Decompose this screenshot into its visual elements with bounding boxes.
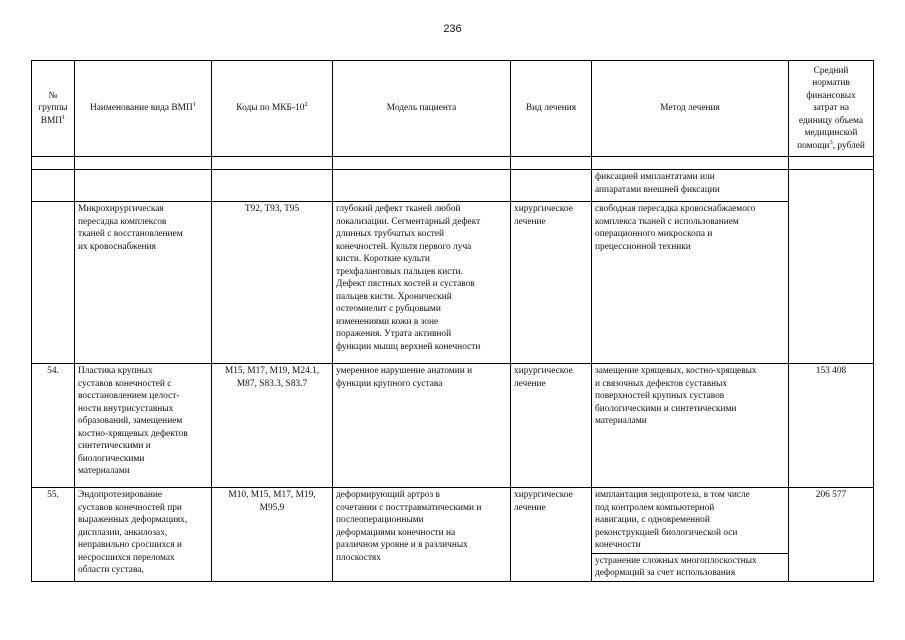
header-patient-model: Модель пациента xyxy=(333,61,511,157)
blank-cell xyxy=(592,157,789,170)
method-implantation: имплантация эндопротеза, в том числе под контролем компьютерной навигации, с одновременной реконструкцией биологической оси конечности xyxy=(595,490,750,550)
cell-treatment-type: хирургическое лечение xyxy=(511,202,592,364)
cell-average-cost: 153 408 xyxy=(789,364,874,488)
cell-patient-model: глубокий дефект тканей любой локализации. Сегментарный дефект длинных трубчатых костей конечностей. Культя первого луча кисти. Короткие культи трехфаланговых пальцев кисти. Дефект пястных костей и суставов пальцев кисти. Хронический остеомиелит с рубцовыми изменениями кожи в зоне поражения. Утрата активной функции мышц верхней конечности xyxy=(333,202,511,364)
cell-icd-codes xyxy=(212,170,333,202)
method-deformity-correction: устранение сложных многоплоскостных деформаций за счет использования xyxy=(592,553,788,581)
blank-cell xyxy=(789,157,874,170)
cell-icd-codes: T92, T93, T95 xyxy=(212,202,333,364)
header-average-cost: Средний норматив финансовых затрат на единицу объема медицинской помощи$^3$, рублей xyxy=(789,61,874,157)
cell-type-name: Микрохирургическая пересадка комплексов тканей с восстановлением их кровоснабжения xyxy=(75,202,212,364)
cell-group-number: 55. xyxy=(32,488,75,582)
header-treatment-type: Вид лечения xyxy=(511,61,592,157)
table-row-continuation xyxy=(32,170,874,202)
cell-group-number: 54. xyxy=(32,364,75,488)
cell-patient-model: умеренное нарушение анатомии и функции крупного сустава xyxy=(333,364,511,488)
header-treatment-method: Метод лечения xyxy=(592,61,789,157)
vmp-table xyxy=(31,60,874,582)
header-group-number: № группы ВМП$^1$ xyxy=(32,61,75,157)
blank-cell xyxy=(511,157,592,170)
blank-cell xyxy=(32,157,75,170)
header-type-name: Наименование вида ВМП$^1$ xyxy=(75,61,212,157)
cell-group-number xyxy=(32,170,75,202)
table-row-microsurgery xyxy=(32,202,874,364)
cell-icd-codes: M15, M17, M19, M24.1, M87, S83.3, S83.7 xyxy=(212,364,333,488)
table-row-54 xyxy=(32,364,874,488)
cell-icd-codes: M10, M15, M17, M19, M95.9 xyxy=(212,488,333,582)
cell-patient-model: деформирующий артроз в сочетании с посттравматическими и послеоперационными деформациями конечности на различном уровне и в различных плоскостях xyxy=(333,488,511,582)
cell-treatment-method: свободная пересадка кровоснабжаемого комплекса тканей с использованием операционного микроскопа и прецессионной техники xyxy=(592,202,789,364)
cell-treatment-type xyxy=(511,170,592,202)
cell-treatment-method xyxy=(592,488,789,582)
cell-treatment-type: хирургическое лечение xyxy=(511,364,592,488)
blank-cell xyxy=(333,157,511,170)
cell-patient-model xyxy=(333,170,511,202)
cell-treatment-method: фиксацией имплантатами или аппаратами внешней фиксации xyxy=(592,170,789,202)
page-number: 236 xyxy=(443,23,462,35)
cell-group-number xyxy=(32,202,75,364)
blank-row xyxy=(32,157,874,170)
blank-cell xyxy=(212,157,333,170)
cell-treatment-method: замещение хрящевых, костно-хрящевых и связочных дефектов суставных поверхностей крупных суставов биологическими и синтетическими материалами xyxy=(592,364,789,488)
cell-type-name xyxy=(75,170,212,202)
cell-type-name: Эндопротезирование суставов конечностей при выраженных деформациях, дисплазии, анкилозах, неправильно сросшихся и несросшихся переломах области сустава, xyxy=(75,488,212,582)
table-row-55 xyxy=(32,488,874,582)
header-row xyxy=(32,61,874,157)
cell-average-cost: 206 577 xyxy=(789,488,874,582)
blank-cell xyxy=(75,157,212,170)
header-icd-codes: Коды по МКБ-$10^2$ xyxy=(212,61,333,157)
cell-average-cost xyxy=(789,170,874,364)
cell-treatment-type: хирургическое лечение xyxy=(511,488,592,582)
cell-type-name: Пластика крупных суставов конечностей с восстановлением целост- ности внутрисуставных образований, замещением костно-хрящевых дефектов синтетическими и биологическими материалами xyxy=(75,364,212,488)
